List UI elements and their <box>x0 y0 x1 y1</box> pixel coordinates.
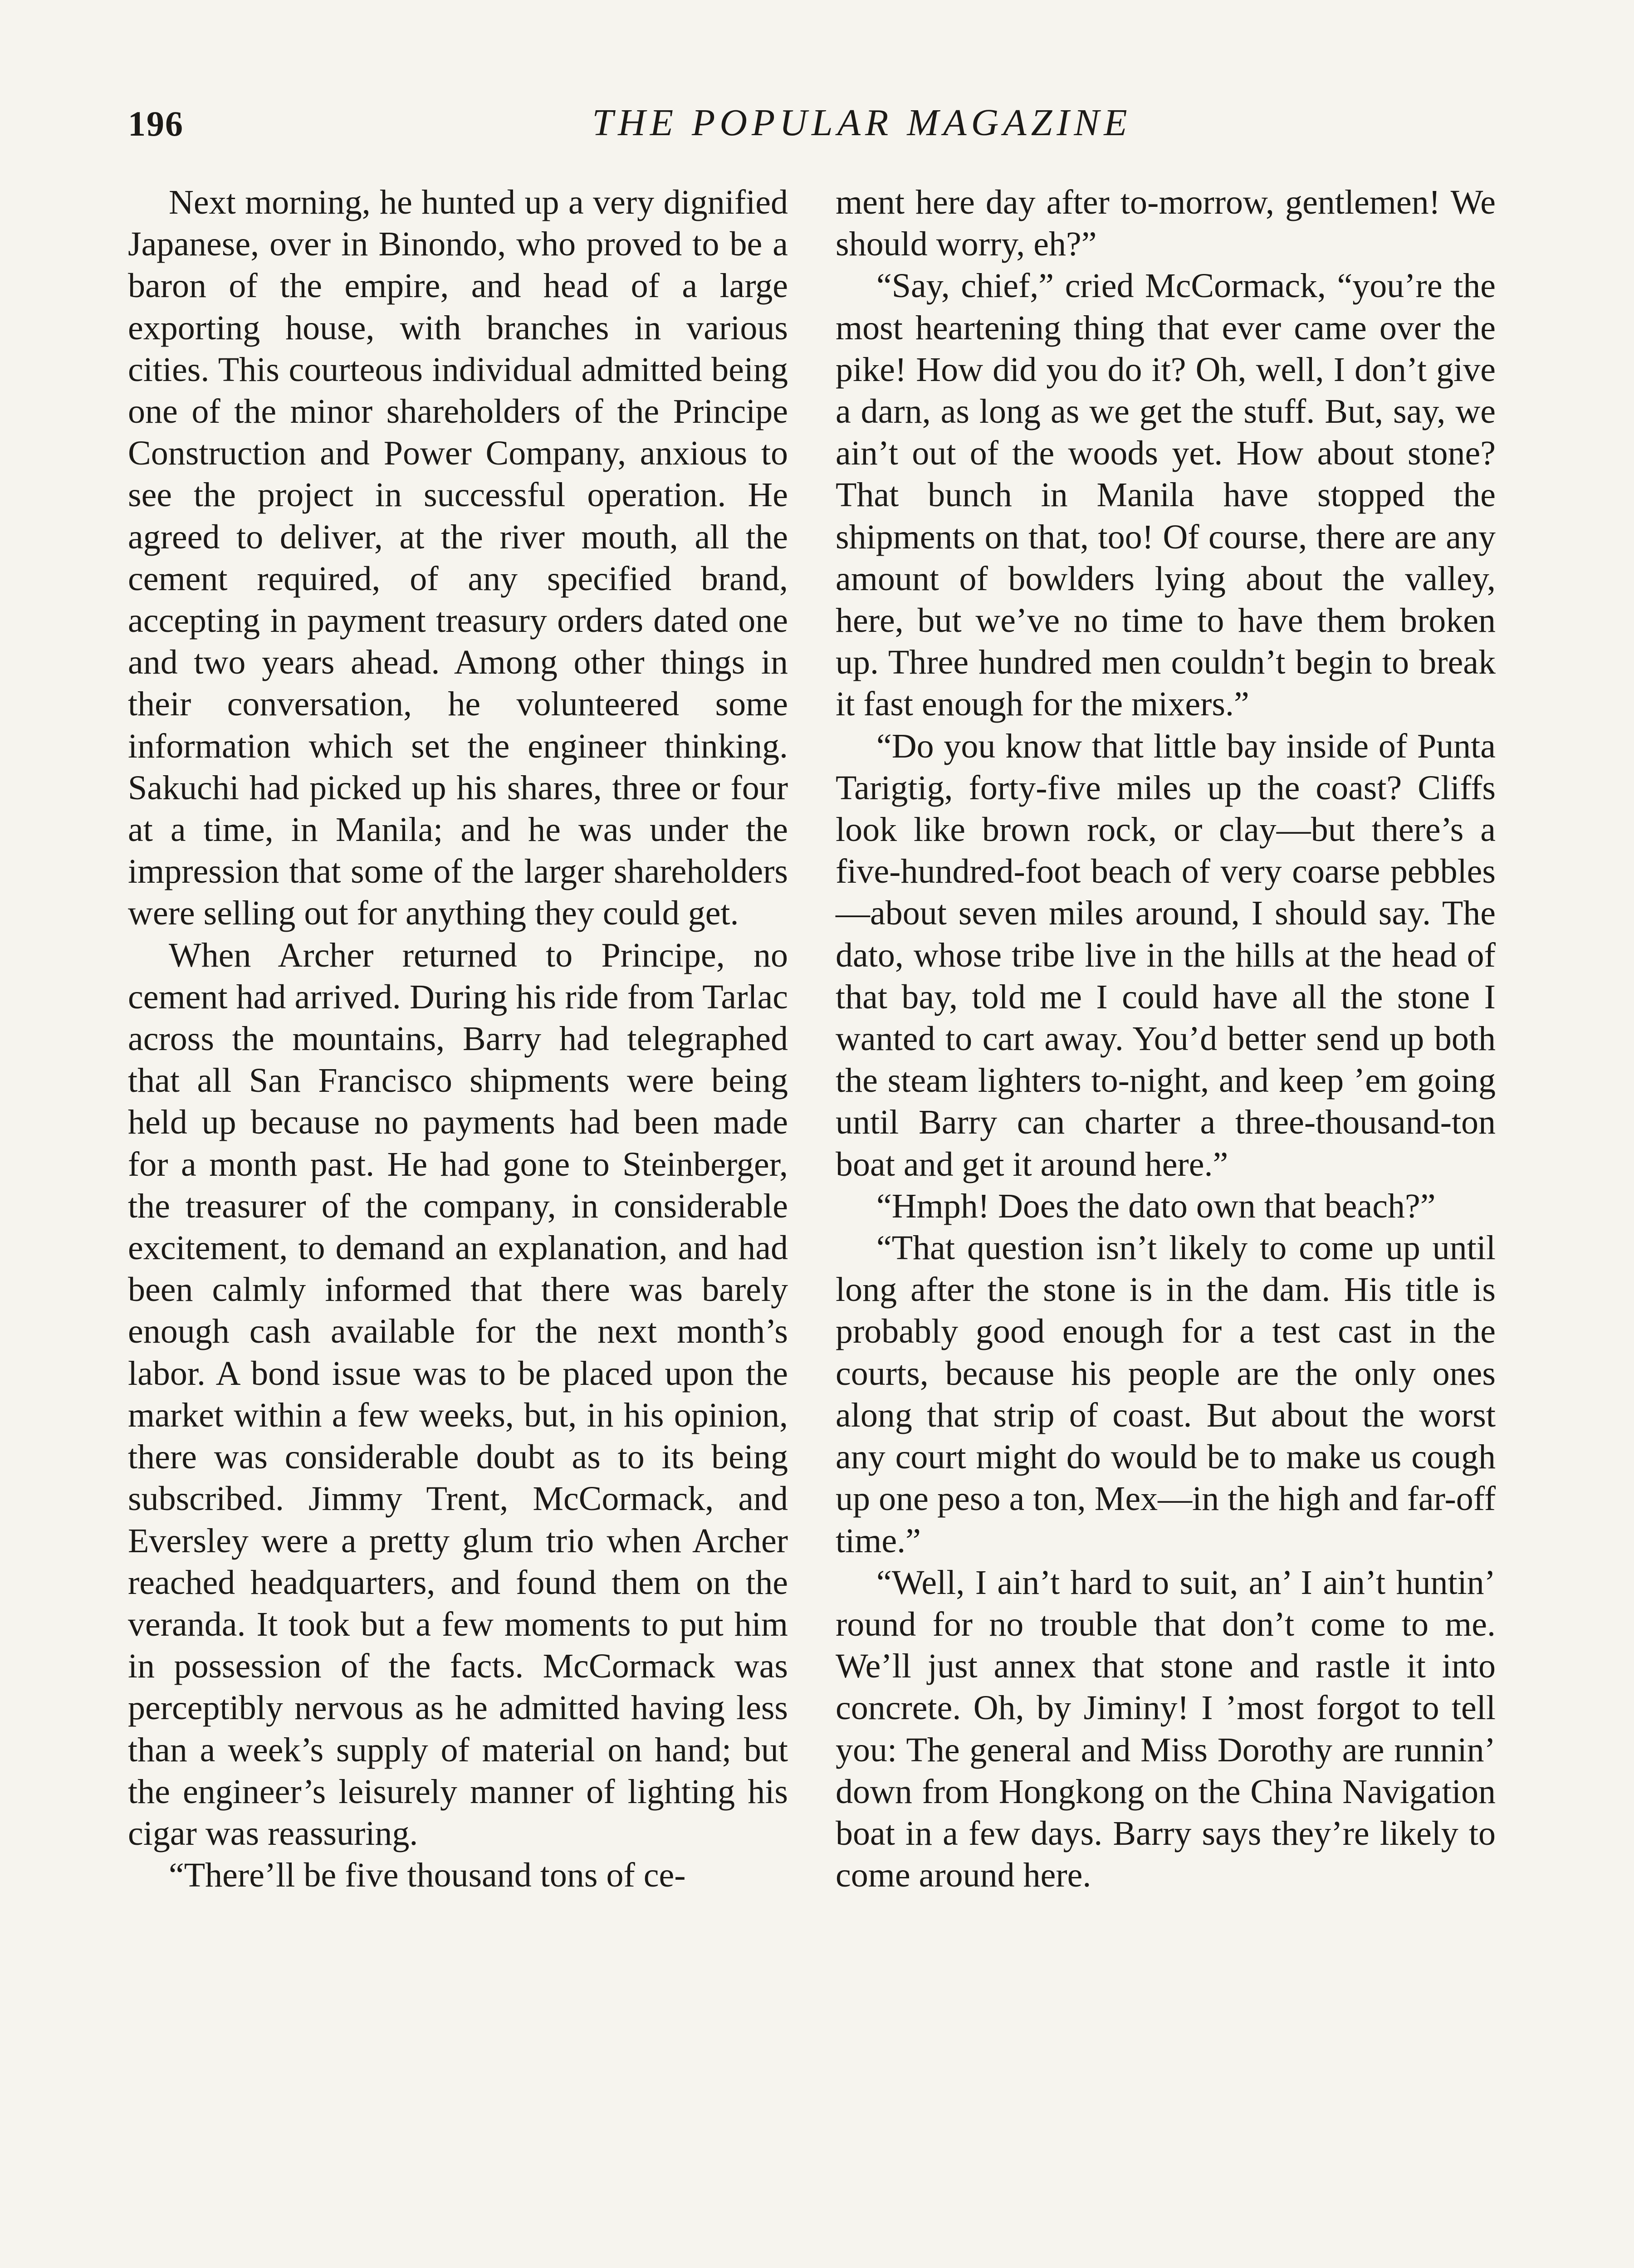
paragraph: ment here day after to-morrow, gentlemen! We should worry, eh?” <box>836 183 1496 264</box>
running-head: THE POPULAR MAGAZINE <box>592 102 1132 144</box>
paragraph: “Say, chief,” cried McCormack, “you’re the most heartening thing that ever came over the pike! How did you do it? Oh, well, I don’t give a darn, as long as we get the stuff. But, say, we ain’t out of the woods yet. How about stone? That bunch in Manila have stopped the shipments on that, too! Of course, there are any amount of bowlders lying about the valley, here, but we’ve no time to have them broken up. Three hundred men couldn’t begin to break it fast enough for the mixers.” <box>836 267 1496 723</box>
paragraph: When Archer returned to Principe, no cement had arrived. During his ride from Tarlac across the mountains, Barry had telegraphed that all San Francisco shipments were being held up because no payments had been made for a month past. He had gone to Steinberger, the treasurer of the company, in considerable excitement, to demand an explanation, and had been calmly informed that there was barely enough cash available for the next month’s labor. A bond issue was to be placed upon the market within a few weeks, but, in his opinion, there was considerable doubt as to its being subscribed. Jimmy Trent, McCormack, and Eversley were a pretty glum trio when Archer reached headquarters, and found them on the veranda. It took but a few moments to put him in possession of the facts. McCormack was perceptibly nervous as he admitted having less than a week’s supply of material on hand; but the engineer’s leisurely manner of lighting his cigar was reassuring. <box>128 936 788 1853</box>
paragraph: “Do you know that little bay inside of Punta Tarigtig, forty-five miles up the coast? Cliffs look like brown rock, or clay—but there’s a five-hundred-foot beach of very coarse pebbles—about seven miles around, I should say. The dato, whose tribe live in the hills at the head of that bay, told me I could have all the stone I wanted to cart away. You’d better send up both the steam lighters to-night, and keep ’em going until Barry can charter a three-thousand-ton boat and get it around here.” <box>836 727 1496 1183</box>
paragraph: “Hmph! Does the dato own that beach?” <box>876 1187 1436 1225</box>
paragraph: “That question isn’t likely to come up until long after the stone is in the dam. His title is probably good enough for a test cast in the courts, because his people are the only ones along that strip of coast. But about the worst any court might do would be to make us cough up one peso a ton, Mex—in the high and far-off time.” <box>836 1229 1496 1560</box>
paragraph: Next morning, he hunted up a very dignified Japanese, over in Binondo, who proved to be a baron of the empire, and head of a large exporting house, with branches in various cities. This courteous individual admitted being one of the minor shareholders of the Principe Construction and Power Company, anxious to see the project in successful operation. He agreed to deliver, at the river mouth, all the cement required, of any specified brand, accepting in payment treasury orders dated one and two years ahead. Among other things in their conversation, he volunteered some information which set the engineer thinking. Sakuchi had picked up his shares, three or four at a time, in Manila; and he was under the impression that some of the larger shareholders were selling out for anything they could get. <box>128 183 788 933</box>
left-column <box>128 181 788 1896</box>
page-number: 196 <box>128 104 184 143</box>
right-column <box>836 181 1496 1896</box>
paragraph: “Well, I ain’t hard to suit, an’ I ain’t huntin’ round for no trouble that don’t come to me. We’ll just annex that stone and rastle it into concrete. Oh, by Jiminy! I ’most forgot to tell you: The general and Miss Dorothy are runnin’ down from Hongkong on the China Navigation boat in a few days. Barry says they’re likely to come around here. <box>836 1563 1496 1895</box>
paragraph: “There’ll be five thousand tons of ce- <box>169 1856 686 1895</box>
